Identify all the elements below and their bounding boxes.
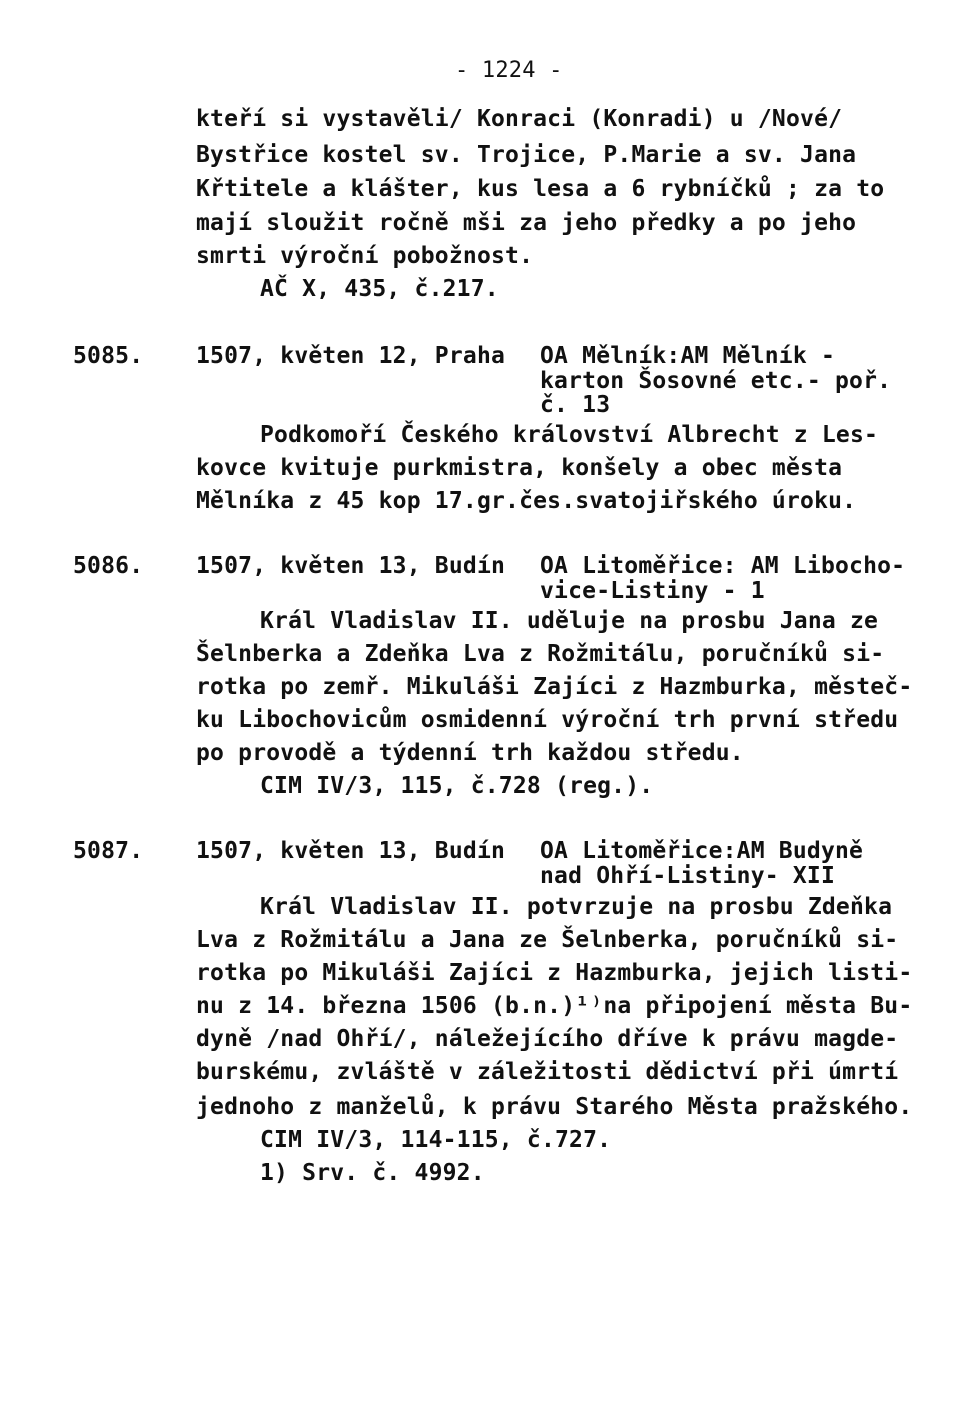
entry-archive: nad Ohří-Listiny- XII: [540, 863, 835, 889]
text-line: Lva z Rožmitálu a Jana ze Šelnberka, poručníků si-: [196, 927, 899, 953]
citation: AČ X, 435, č.217.: [260, 276, 499, 302]
entry-date-place: 1507, květen 13, Budín: [196, 838, 506, 864]
entry-date-place: 1507, květen 12, Praha: [196, 343, 506, 369]
text-line: po provodě a týdenní trh každou středu.: [196, 740, 744, 766]
text-line: Křtitele a klášter, kus lesa a 6 rybníčků ; za to: [196, 176, 885, 202]
entry-archive: OA Mělník:AM Mělník -: [540, 343, 835, 369]
text-line: rotka po zemř. Mikuláši Zajíci z Hazmburka, městeč-: [196, 674, 913, 700]
entry-number: 5087.: [73, 838, 144, 864]
citation: CIM IV/3, 115, č.728 (reg.).: [260, 773, 654, 799]
text-line: nu z 14. března 1506 (b.n.)¹⁾na připojení města Bu-: [196, 993, 913, 1019]
text-line: kteří si vystavěli/ Konraci (Konradi) u /Nové/: [196, 106, 843, 132]
page-number: - 1224 -: [455, 58, 563, 83]
text-line: kovce kvituje purkmistra, konšely a obec města: [196, 455, 843, 481]
entry-number: 5086.: [73, 553, 144, 579]
entry-number: 5085.: [73, 343, 144, 369]
text-line: smrti výroční pobožnost.: [196, 243, 534, 269]
entry-archive: OA Litoměřice: AM Libocho-: [540, 553, 906, 579]
text-line: ku Libochovicům osmidenní výroční trh první středu: [196, 707, 899, 733]
text-line: Mělníka z 45 kop 17.gr.čes.svatojiřského úroku.: [196, 488, 857, 514]
text-line: Bystřice kostel sv. Trojice, P.Marie a sv. Jana: [196, 142, 857, 168]
entry-date-place: 1507, květen 13, Budín: [196, 553, 506, 579]
entry-archive: karton Šosovné etc.- poř.: [540, 368, 892, 394]
text-line: rotka po Mikuláši Zajíci z Hazmburka, jejich listi-: [196, 960, 913, 986]
text-line: mají sloužit ročně mši za jeho předky a po jeho: [196, 210, 857, 236]
text-line: jednoho z manželů, k právu Starého Města pražského.: [196, 1094, 913, 1120]
text-line: Podkomoří Českého království Albrecht z Les-: [260, 422, 879, 448]
text-line: Král Vladislav II. potvrzuje na prosbu Zdeňka: [260, 894, 893, 920]
footnote: 1) Srv. č. 4992.: [260, 1160, 485, 1186]
text-line: burskému, zvláště v záležitosti dědictví při úmrtí: [196, 1059, 899, 1085]
text-line: Král Vladislav II. uděluje na prosbu Jana ze: [260, 608, 879, 634]
entry-archive: OA Litoměřice:AM Budyně: [540, 838, 864, 864]
text-line: dyně /nad Ohří/, náležejícího dříve k právu magde-: [196, 1026, 899, 1052]
entry-archive: vice-Listiny - 1: [540, 578, 765, 604]
entry-archive: č. 13: [540, 392, 611, 418]
citation: CIM IV/3, 114-115, č.727.: [260, 1127, 612, 1153]
text-line: Šelnberka a Zdeňka Lva z Rožmitálu, poručníků si-: [196, 641, 885, 667]
